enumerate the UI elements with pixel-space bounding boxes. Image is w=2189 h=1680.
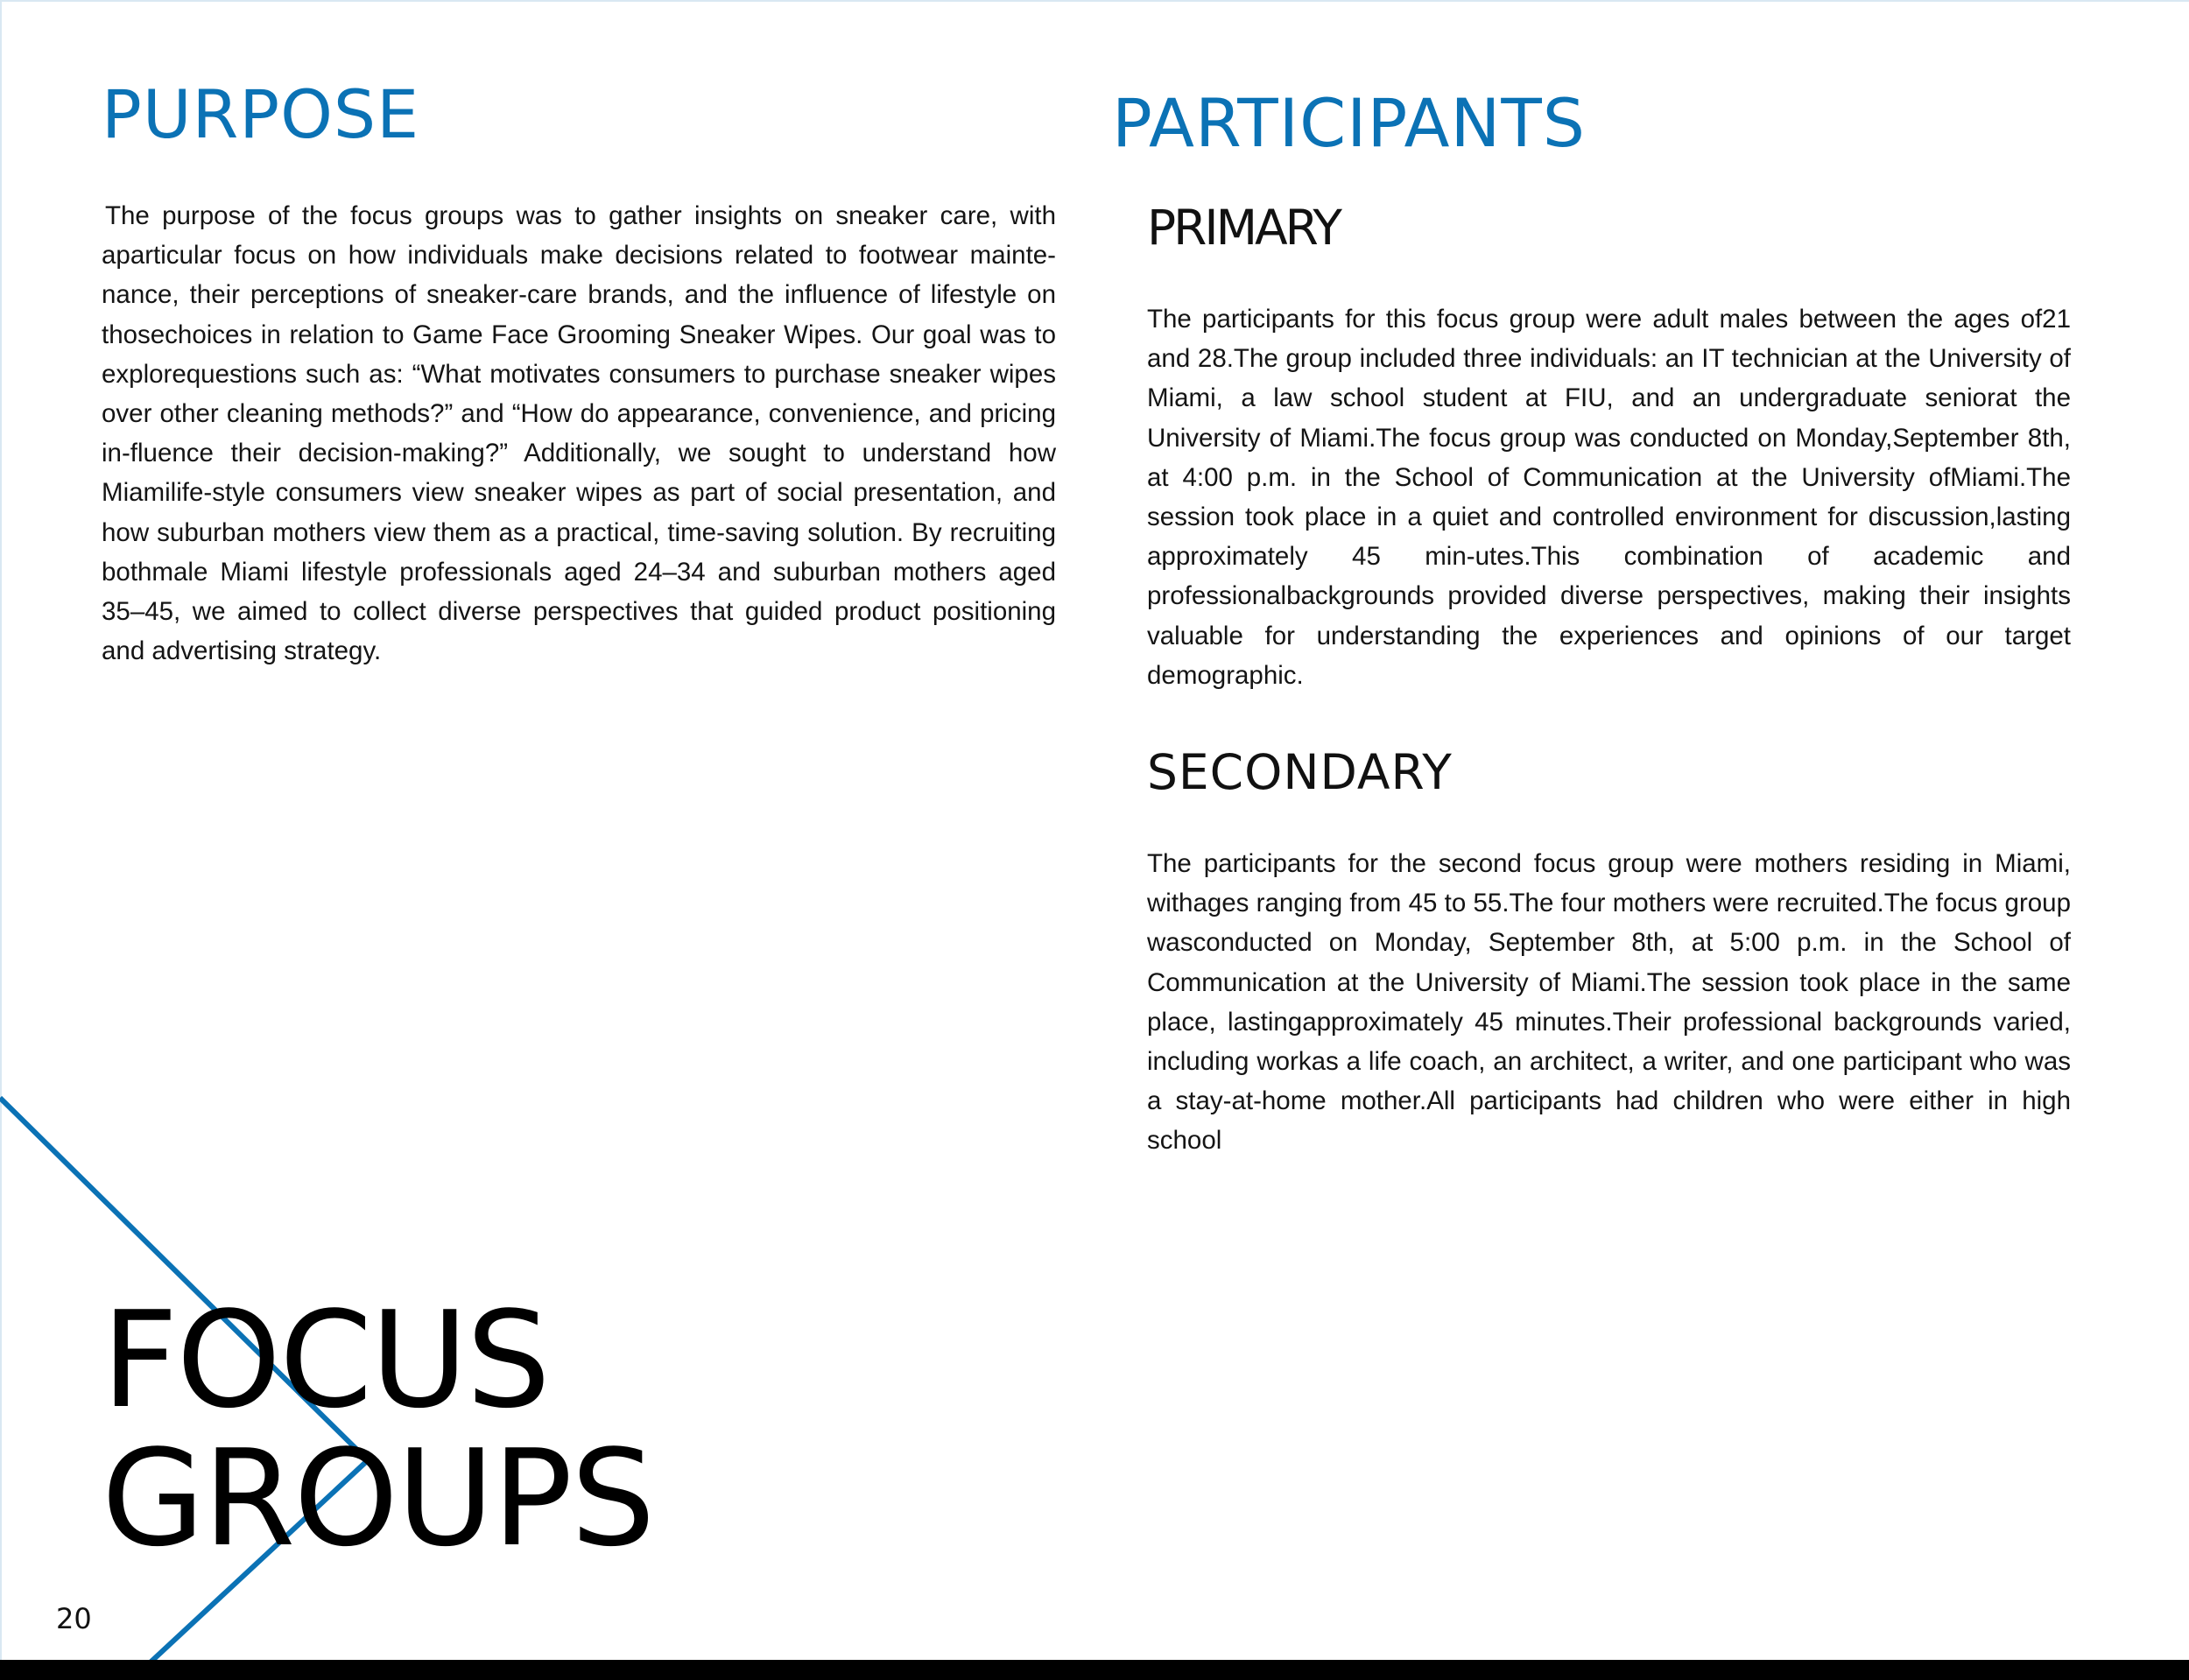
purpose-title: PURPOSE — [102, 75, 420, 153]
secondary-title: SECONDARY — [1147, 744, 1453, 800]
page-number: 20 — [56, 1602, 92, 1635]
hero-title-line-2: GROUPS — [102, 1421, 654, 1576]
purpose-body: The purpose of the focus groups was to gather insights on sneaker care, with aparticular focus on how individuals make decisions related to footwear mainte-nance, their perceptions of sneaker-care brands, and the influence of lifestyle on thosechoices in relation to Game Face Grooming Sneaker Wipes. Our goal was to explorequestions such as: “What motivates consumers to purchase sneaker wipes over other cleaning methods?” and “How do appearance, convenience, and pricing in-fluence their decision-making?” Additionally, we sought to understand how Miamilife-style consumers view sneaker wipes as part of social presentation, and how suburban mothers view them as a practical, time-saving solution. By recruiting bothmale Miami lifestyle professionals aged 24–34 and suburban mothers aged 35–45, we aimed to collect diverse perspectives that guided product positioning and advertising strategy. — [102, 201, 1056, 666]
participants-title: PARTICIPANTS — [1112, 84, 1587, 162]
hero-title-line-1: FOCUS — [102, 1283, 549, 1437]
primary-title: PRIMARY — [1147, 200, 1340, 256]
primary-body: The participants for this focus group were adult males between the ages of21 and 28.The group included three individuals: an IT technician at the University of Miami, a law school student at FIU, and an undergraduate seniorat the University of Miami.The focus group was conducted on Monday,September 8th, at 4:00 p.m. in the School of Communication at the University ofMiami.The session took place in a quiet and controlled environment for discussion,lasting approximately 45 min-utes.This combination of academic and professionalbackgrounds provided diverse perspectives, making their insights valuable for understanding the experiences and opinions of our target demographic. — [1147, 305, 2071, 690]
bottom-bar — [0, 1660, 2189, 1680]
secondary-body: The participants for the second focus group were mothers residing in Miami, withages ranging from 45 to 55.The four mothers were recruited.The focus group wasconducted on Monday, September 8th, at 5:00 p.m. in the School of Communication at the University of Miami.The session took place in the same place, lastingapproximately 45 minutes.Their professional backgrounds varied, including workas a life coach, an architect, a writer, and one participant who was a stay-at-home mother.All participants had children who were either in high school — [1147, 849, 2071, 1156]
